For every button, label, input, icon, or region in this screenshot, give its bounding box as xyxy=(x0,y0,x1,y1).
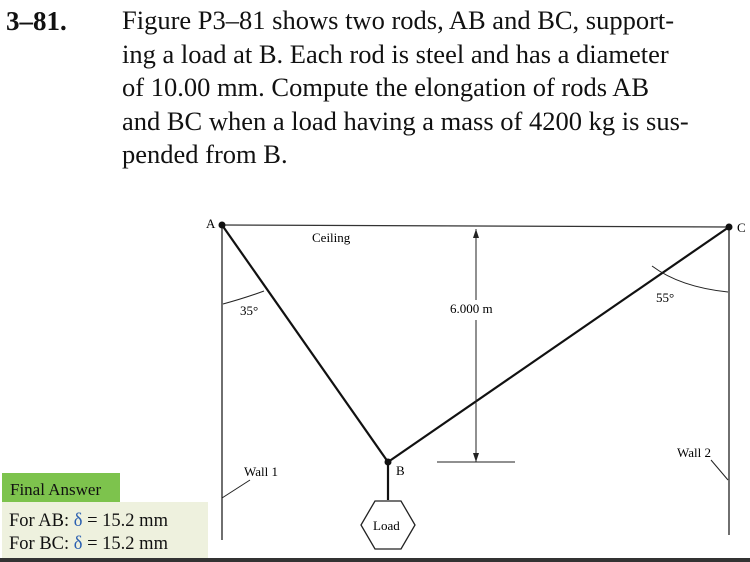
problem-line: of 10.00 mm. Compute the elongation of rods AB xyxy=(122,72,650,102)
ceiling-label: Ceiling xyxy=(312,230,351,245)
answer-ab-value: = 15.2 mm xyxy=(82,511,168,531)
answer-ab xyxy=(9,510,208,533)
answer-bc-label: For BC: xyxy=(9,534,74,554)
answer-bc-value: = 15.2 mm xyxy=(82,534,168,554)
delta-symbol: δ xyxy=(73,511,83,531)
load-label: Load xyxy=(373,518,400,533)
pin-c-icon xyxy=(726,224,733,231)
label-b: B xyxy=(396,463,405,478)
dimension-arrow-up xyxy=(473,229,479,238)
angle-35-label: 35° xyxy=(240,303,259,318)
problem-number: 3–81. xyxy=(6,6,67,36)
label-c: C xyxy=(737,220,746,235)
bottom-divider xyxy=(0,558,750,562)
dimension-label: 6.000 m xyxy=(450,301,493,316)
problem-line: Figure P3–81 shows two rods, AB and BC, support- xyxy=(122,5,675,35)
problem-line: ing a load at B. Each rod is steel and has a diameter xyxy=(122,38,669,69)
label-a: A xyxy=(206,216,216,231)
wall2-leader xyxy=(711,460,728,480)
ceiling-line xyxy=(222,225,729,227)
delta-symbol: δ xyxy=(73,534,83,554)
dimension-arrow-down xyxy=(473,453,479,462)
rod-bc xyxy=(388,227,729,462)
wall1-label: Wall 1 xyxy=(244,464,278,479)
answer-ab-label: For AB: xyxy=(9,511,74,531)
wall1-leader xyxy=(222,480,250,498)
angle-arc-55 xyxy=(652,266,728,292)
wall2-label: Wall 2 xyxy=(677,445,711,460)
answer-bc xyxy=(9,533,208,556)
problem-line: pended from B. xyxy=(122,139,288,169)
rod-ab xyxy=(222,225,388,462)
pin-b-icon xyxy=(385,459,392,466)
pin-a-icon xyxy=(219,222,226,229)
final-answer-box xyxy=(2,502,208,560)
final-answer-header: Final Answer xyxy=(2,473,120,502)
problem-line: and BC when a load having a mass of 4200 kg is sus- xyxy=(122,105,689,136)
angle-55-label: 55° xyxy=(656,290,675,305)
